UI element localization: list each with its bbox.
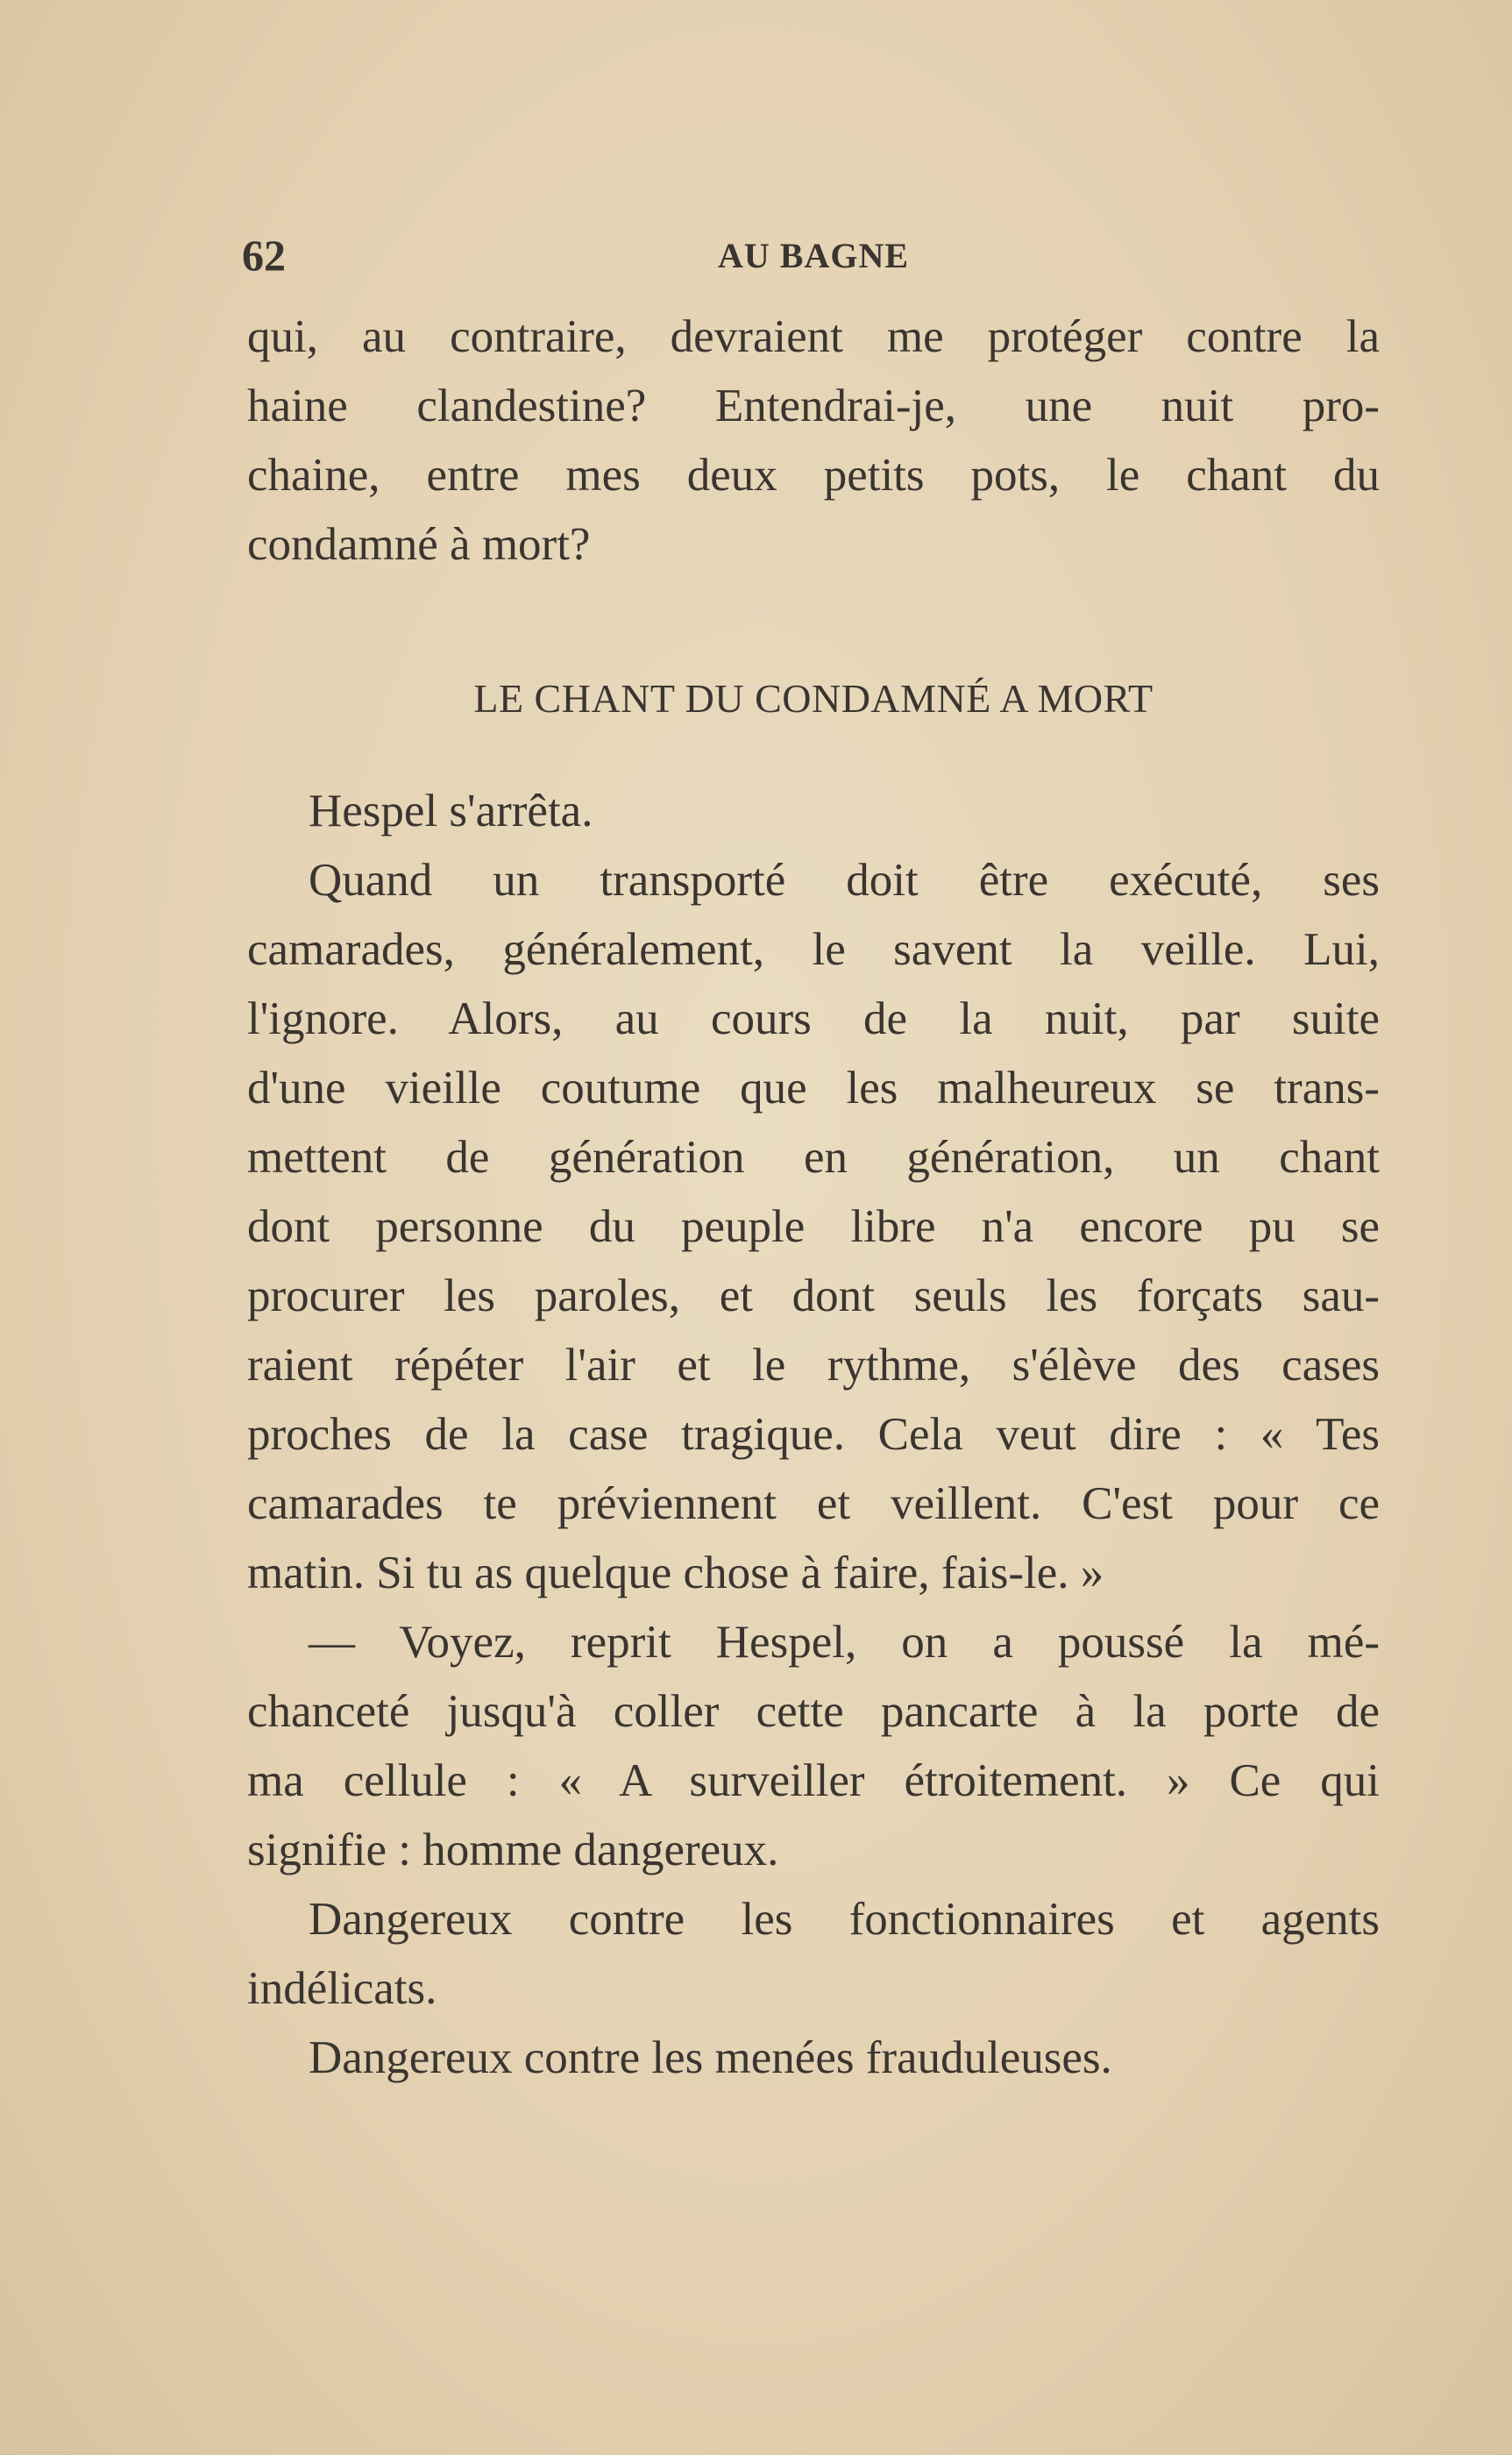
section-heading: LE CHANT DU CONDAMNÉ A MORT [473, 676, 1154, 721]
page-header [242, 230, 1380, 282]
text-line: mettent de génération en génération, un chant [247, 1132, 1380, 1183]
text-line: Dangereux contre les menées frauduleuses. [309, 2032, 1112, 2083]
text-line: matin. Si tu as quelque chose à faire, fais-le. » [247, 1548, 1104, 1598]
text-line: condamné à mort? [247, 519, 591, 570]
text-line: Dangereux contre les fonctionnaires et agents [309, 1894, 1380, 1945]
text-line: camarades, généralement, le savent la veille. Lui, [247, 924, 1380, 975]
running-title: AU BAGNE [717, 236, 910, 275]
text-line: qui, au contraire, devraient me protéger contre la [247, 311, 1380, 362]
page-number: 62 [242, 231, 286, 280]
text-line: procurer les paroles, et dont seuls les forçats sau- [247, 1270, 1380, 1321]
text-line: Quand un transporté doit être exécuté, ses [309, 855, 1380, 906]
text-line: d'une vieille coutume que les malheureux se trans- [247, 1063, 1380, 1114]
text-line: chanceté jusqu'à coller cette pancarte à la porte de [247, 1686, 1380, 1737]
text-line: chaine, entre mes deux petits pots, le chant du [247, 450, 1380, 501]
text-line: signifie : homme dangereux. [247, 1825, 779, 1875]
text-line: ma cellule : « A surveiller étroitement. » Ce qui [247, 1755, 1380, 1806]
text-line: indélicats. [247, 1963, 437, 2014]
text-line: l'ignore. Alors, au cours de la nuit, par suite [247, 993, 1380, 1044]
text-line: proches de la case tragique. Cela veut dire : « Tes [247, 1409, 1380, 1460]
text-line: — Voyez, reprit Hespel, on a poussé la mé- [309, 1617, 1380, 1668]
text-line: raient répéter l'air et le rythme, s'élève des cases [247, 1340, 1380, 1391]
text-line: Hespel s'arrêta. [309, 786, 593, 836]
text-line: dont personne du peuple libre n'a encore pu se [247, 1201, 1380, 1252]
text-line: haine clandestine? Entendrai-je, une nuit pro- [247, 381, 1380, 431]
text-line: camarades te préviennent et veillent. C'est pour ce [247, 1478, 1380, 1529]
